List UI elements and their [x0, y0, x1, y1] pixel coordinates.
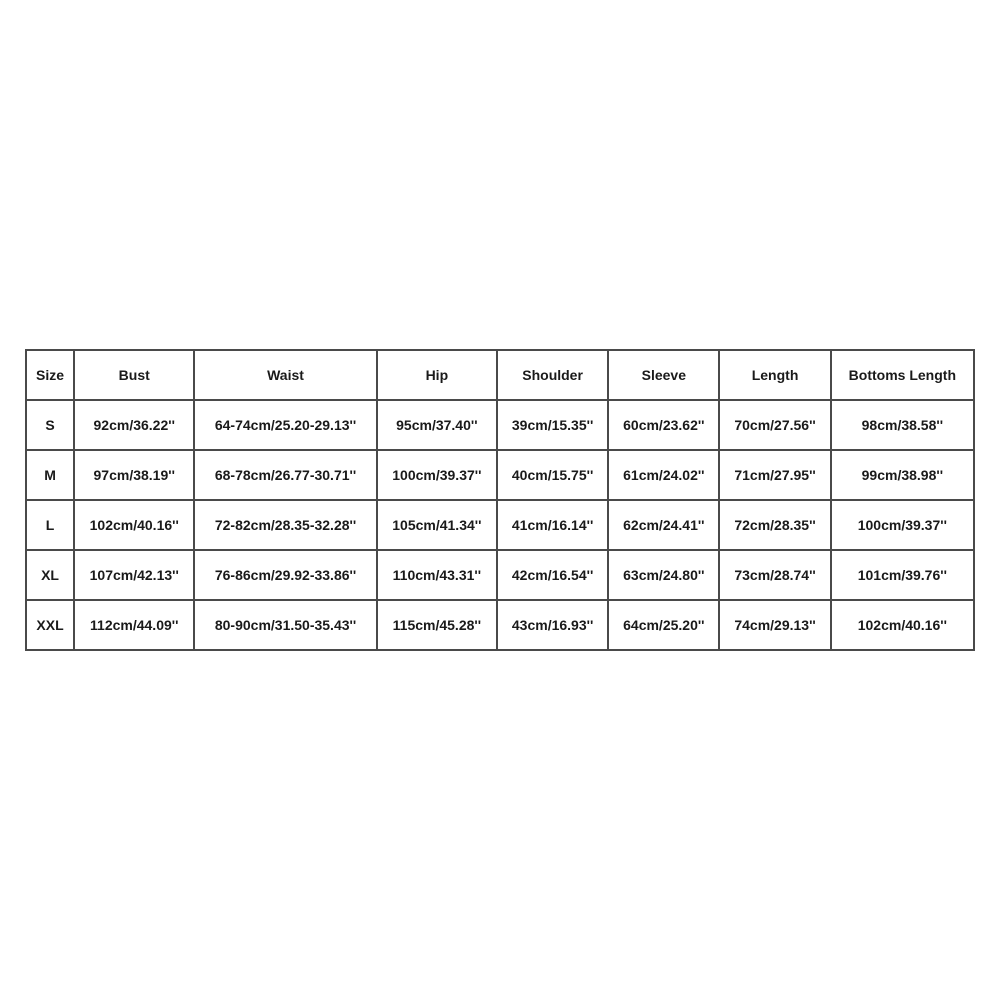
cell-bust: 97cm/38.19'': [75, 451, 195, 501]
cell-size: M: [27, 451, 75, 501]
header-waist: Waist: [195, 351, 377, 401]
cell-bottoms-length: 102cm/40.16'': [832, 601, 975, 651]
cell-length: 73cm/28.74'': [720, 551, 831, 601]
header-bottoms-length: Bottoms Length: [832, 351, 975, 401]
cell-waist: 64-74cm/25.20-29.13'': [195, 401, 377, 451]
cell-waist: 76-86cm/29.92-33.86'': [195, 551, 377, 601]
header-sleeve: Sleeve: [609, 351, 720, 401]
cell-shoulder: 43cm/16.93'': [498, 601, 609, 651]
cell-bottoms-length: 99cm/38.98'': [832, 451, 975, 501]
cell-shoulder: 40cm/15.75'': [498, 451, 609, 501]
cell-bottoms-length: 100cm/39.37'': [832, 501, 975, 551]
size-chart-table: [25, 349, 975, 651]
header-hip: Hip: [378, 351, 498, 401]
cell-bottoms-length: 98cm/38.58'': [832, 401, 975, 451]
header-length: Length: [720, 351, 831, 401]
cell-shoulder: 39cm/15.35'': [498, 401, 609, 451]
cell-shoulder: 41cm/16.14'': [498, 501, 609, 551]
cell-shoulder: 42cm/16.54'': [498, 551, 609, 601]
cell-size: S: [27, 401, 75, 451]
table-row: [27, 601, 975, 651]
cell-hip: 95cm/37.40'': [378, 401, 498, 451]
cell-hip: 115cm/45.28'': [378, 601, 498, 651]
cell-bust: 107cm/42.13'': [75, 551, 195, 601]
cell-bust: 92cm/36.22'': [75, 401, 195, 451]
cell-hip: 105cm/41.34'': [378, 501, 498, 551]
cell-waist: 80-90cm/31.50-35.43'': [195, 601, 377, 651]
cell-hip: 110cm/43.31'': [378, 551, 498, 601]
table-row: [27, 451, 975, 501]
header-size: Size: [27, 351, 75, 401]
cell-bust: 112cm/44.09'': [75, 601, 195, 651]
cell-sleeve: 64cm/25.20'': [609, 601, 720, 651]
cell-sleeve: 61cm/24.02'': [609, 451, 720, 501]
cell-bust: 102cm/40.16'': [75, 501, 195, 551]
header-bust: Bust: [75, 351, 195, 401]
table-row: [27, 501, 975, 551]
cell-sleeve: 63cm/24.80'': [609, 551, 720, 601]
cell-size: XXL: [27, 601, 75, 651]
cell-sleeve: 60cm/23.62'': [609, 401, 720, 451]
cell-waist: 68-78cm/26.77-30.71'': [195, 451, 377, 501]
cell-length: 71cm/27.95'': [720, 451, 831, 501]
cell-size: XL: [27, 551, 75, 601]
table-row: [27, 401, 975, 451]
cell-bottoms-length: 101cm/39.76'': [832, 551, 975, 601]
cell-waist: 72-82cm/28.35-32.28'': [195, 501, 377, 551]
cell-length: 70cm/27.56'': [720, 401, 831, 451]
header-shoulder: Shoulder: [498, 351, 609, 401]
cell-hip: 100cm/39.37'': [378, 451, 498, 501]
table-header-row: [27, 351, 975, 401]
cell-length: 74cm/29.13'': [720, 601, 831, 651]
cell-length: 72cm/28.35'': [720, 501, 831, 551]
cell-size: L: [27, 501, 75, 551]
cell-sleeve: 62cm/24.41'': [609, 501, 720, 551]
table-row: [27, 551, 975, 601]
